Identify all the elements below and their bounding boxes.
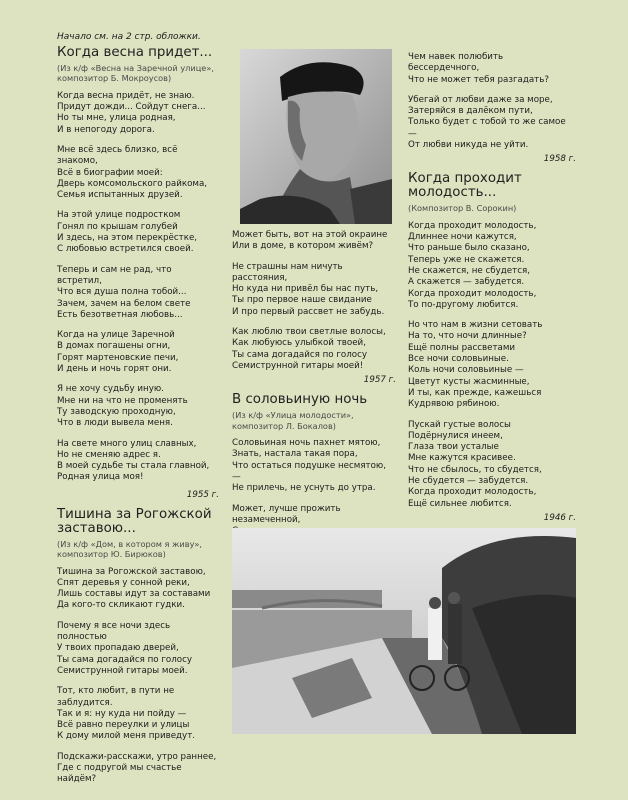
- song3-stanza: Чем навек полюбить бессердечного, Что не может тебя разгадать?: [408, 52, 549, 85]
- song1-stanza: Когда весна придёт, не знаю. Придут дожди... Сойдут снега... Но ты мне, улица родная, И в непогоду дорога.: [57, 90, 206, 135]
- song2-stanza: Может быть, вот на этой окраине Или в доме, в котором живём?: [232, 230, 388, 252]
- song4-stanza: Но что нам в жизни сетовать На то, что ночи длинные? Ещё полны рассветами Все ночи соловьиные. Коль ночи соловьиные — Цветут кусты жасминные, И ты, как прежде, кажешься Кудрявою рябиною.: [408, 320, 543, 410]
- song1-stanza: Теперь и сам не рад, что встретил, Что вся душа полна тобой... Зачем, зачем на белом свете Есть безответная любовь...: [57, 264, 191, 320]
- song1-source: (Из к/ф «Весна на Заречной улице», композитор Б. Мокроусов): [57, 63, 214, 84]
- song1-title: Когда весна придет...: [57, 45, 213, 60]
- song2-stanza: Подскажи-расскажи, утро раннее, Где с подругой мы счастье найдём?: [57, 751, 217, 785]
- song1-year: 1955 г.: [186, 489, 219, 500]
- song4-stanza: Когда проходит молодость, Длиннее ночи кажутся, Что раньше было сказано, Теперь уже не скажется. Не скажется, не сбудется, А скажется — забудется. Когда проходит молодость, То по-другому любится.: [408, 220, 537, 310]
- song3-stanza: Соловьиная ночь пахнет мятою, Знать, настала такая пора, Что остаться подушке несмятою, — Не прилечь, не уснуть до утра.: [232, 438, 386, 494]
- song1-stanza: На свете много улиц славных, Но не сменяю адрес я. В моей судьбе ты стала главной, Родная улица моя!: [57, 438, 210, 483]
- intro-note: Начало см. на 2 стр. обложки.: [57, 32, 201, 42]
- song4-source: (Композитор В. Сорокин): [408, 203, 517, 214]
- song1-stanza: Я не хочу судьбу иную. Мне ни на что не променять Ту заводскую проходную, Что в люди вывела меня.: [57, 384, 188, 429]
- song1-stanza: Когда на улице Заречной В домах погашены огни, Горят мартеновские печи, И день и ночь горят они.: [57, 330, 179, 375]
- song3-source: (Из к/ф «Улица молодости», композитор Л. Бокалов): [232, 410, 354, 431]
- song2-source: (Из к/ф «Дом, в котором я живу», композитор Ю. Бирюков): [57, 538, 203, 560]
- song1-stanza: На этой улице подростком Гонял по крышам голубей И здесь, на этом перекрёстке, С любовью встретился своей.: [57, 210, 198, 255]
- song4-stanza: Пускай густые волосы Подёрнулися инеем, Глаза твои усталые Мне кажутся красивее. Что не сбылось, то сбудется, Не сбудется — забудется. Когда проходит молодость, Ещё сильнее любится.: [408, 419, 542, 509]
- song2-year: 1957 г.: [363, 375, 396, 386]
- portrait-photo: [240, 49, 392, 224]
- song4-year: 1946 г.: [543, 512, 576, 523]
- song4-title: Когда проходит молодость...: [408, 171, 522, 201]
- song2-stanza: Тишина за Рогожской заставою, Спят деревья у сонной реки, Лишь составы идут за составами Да кого-то скликают гудки.: [57, 566, 211, 611]
- song2-title: Тишина за Рогожской заставою...: [57, 506, 212, 536]
- song2-stanza: Не страшны нам ничуть расстояния, Но куда ни привёл бы нас путь, Ты про первое наше свидание И про первый рассвет не забудь.: [232, 261, 385, 317]
- column-left: [57, 32, 219, 795]
- street-photo: [232, 528, 576, 734]
- song3-year: 1958 г.: [543, 154, 576, 165]
- song2-stanza: Как люблю твои светлые волосы, Как любуюсь улыбкой твоей, Ты сама догадайся по голосу Семиструнной гитары моей!: [232, 327, 386, 371]
- song3-stanza: Может, лучше прожить незамеченной,: [232, 503, 341, 525]
- song3-title: В соловьиную ночь: [232, 392, 368, 408]
- column-middle: [232, 230, 396, 546]
- column-right: [408, 52, 576, 531]
- song2-stanza: Тот, кто любит, в пути не заблудится. Так и я: ну куда ни пойду — Всё равно переулки и улицы К дому милой меня приведут.: [57, 686, 196, 742]
- song1-stanza: Мне всё здесь близко, всё знакомо, Всё в биографии моей: Дверь комсомольского райкома, Семья испытанных друзей.: [57, 145, 208, 201]
- song2-stanza: Почему я все ночи здесь полностью У твоих пропадаю дверей, Ты сама догадайся по голосу Семиструнной гитары моей.: [57, 620, 193, 676]
- song3-stanza: Убегай от любви даже за море, Затеряйся в далёком пути, Только будет с тобой то же самое — От любви никуда не уйти.: [408, 94, 566, 151]
